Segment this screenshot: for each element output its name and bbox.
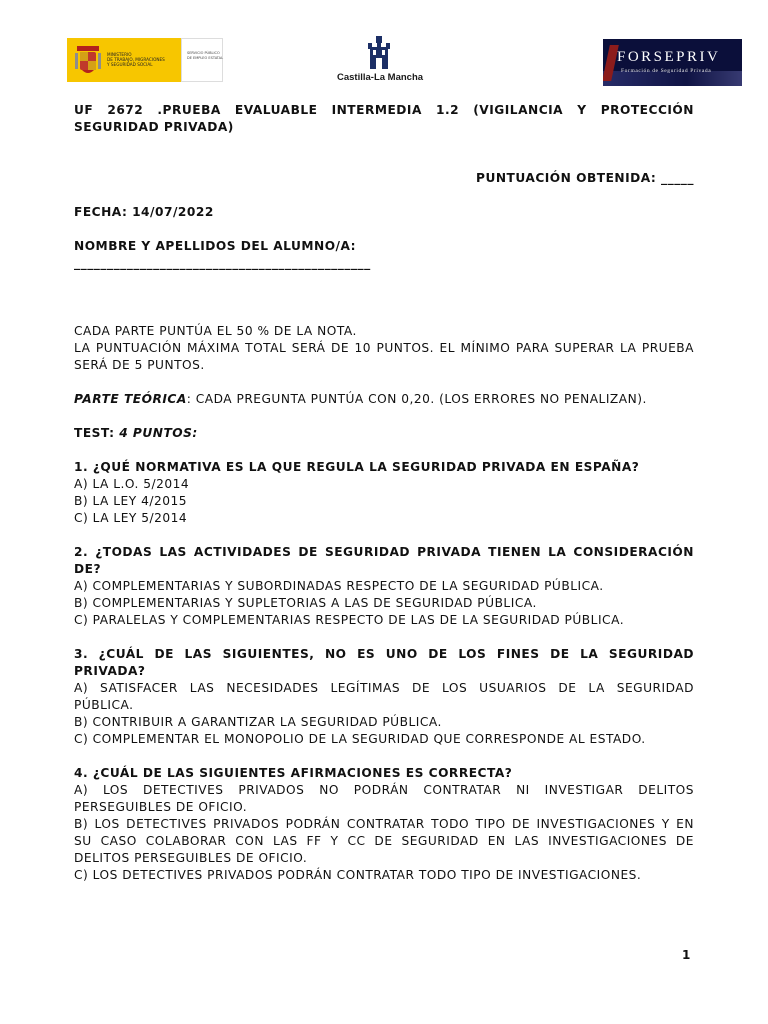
question-text: 4. ¿CUÁL DE LAS SIGUIENTES AFIRMACIONES ES CORRECTA? [74, 766, 513, 780]
castle-icon [337, 34, 421, 72]
theory-label: PARTE TEÓRICA [74, 392, 187, 406]
answer-option: B) CONTRIBUIR A GARANTIZAR LA SEGURIDAD PÚBLICA. [74, 715, 442, 729]
ministry-text-line: MINISTERIO [107, 52, 132, 57]
document-body [74, 101, 694, 884]
logo-title: FORSEPRIV [617, 49, 721, 65]
coat-of-arms-icon [73, 43, 103, 77]
answer-option: A) SATISFACER LAS NECESIDADES LEGÍTIMAS DE LOS USUARIOS DE LA SEGURIDAD [74, 681, 694, 695]
answer-option: B) COMPLEMENTARIAS Y SUPLETORIAS A LAS DE SEGURIDAD PÚBLICA. [74, 596, 537, 610]
question-block [74, 459, 694, 527]
ministry-text-line: DE TRABAJO, MIGRACIONES [107, 57, 165, 62]
question-list [74, 459, 694, 884]
score-field: PUNTUACIÓN OBTENIDA: _____ [476, 171, 694, 185]
theory-section [74, 391, 694, 408]
sepe-text-line: DE EMPLEO ESTATAL [187, 55, 224, 60]
answer-option: A) LOS DETECTIVES PRIVADOS NO PODRÁN CONTRATAR NI INVESTIGAR DELITOS [74, 783, 694, 797]
answer-option: B) LOS DETECTIVES PRIVADOS PODRÁN CONTRATAR TODO TIPO DE INVESTIGACIONES Y EN [74, 817, 694, 831]
question-text: DE? [74, 562, 102, 576]
question-block [74, 646, 694, 748]
theory-text: : CADA PREGUNTA PUNTÚA CON 0,20. (LOS ERRORES NO PENALIZAN). [186, 392, 647, 406]
intro-scoring: LA PUNTUACIÓN MÁXIMA TOTAL SERÁ DE 10 PUNTOS. EL MÍNIMO PARA SUPERAR LA PRUEBA [74, 341, 694, 355]
test-section [74, 425, 694, 442]
ministry-text-line: Y SEGURIDAD SOCIAL [107, 62, 153, 67]
answer-option: PERSEGUIBLES DE OFICIO. [74, 800, 248, 814]
page-number: 1 [682, 948, 691, 962]
answer-option: DELITOS PERSEGUIBLES DE OFICIO. [74, 851, 308, 865]
intro-weighting: CADA PARTE PUNTÚA EL 50 % DE LA NOTA. [74, 324, 357, 338]
test-label: TEST: [74, 426, 120, 440]
student-name-label: NOMBRE Y APELLIDOS DEL ALUMNO/A: [74, 239, 357, 253]
question-text: 2. ¿TODAS LAS ACTIVIDADES DE SEGURIDAD PRIVADA TIENEN LA CONSIDERACIÓN [74, 545, 694, 559]
question-text: PRIVADA? [74, 664, 146, 678]
question-block [74, 544, 694, 629]
intro-scoring-cont: SERÁ DE 5 PUNTOS. [74, 358, 205, 372]
answer-option: A) LA L.O. 5/2014 [74, 477, 190, 491]
answer-option: SU CASO COLABORAR CON LAS FF Y CC DE SEGURIDAD EN LAS INVESTIGACIONES DE [74, 834, 694, 848]
document-title: UF 2672 .PRUEBA EVALUABLE INTERMEDIA 1.2 (VIGILANCIA Y PROTECCIÓN [74, 103, 694, 117]
sepe-text [187, 51, 223, 60]
logo-subtitle: Formación de Seguridad Privada [621, 68, 712, 74]
answer-option: PÚBLICA. [74, 698, 134, 712]
ministry-logo [67, 38, 223, 82]
answer-option: C) COMPLEMENTAR EL MONOPOLIO DE LA SEGURIDAD QUE CORRESPONDE AL ESTADO. [74, 732, 646, 746]
question-block [74, 765, 694, 884]
page-header [0, 0, 768, 100]
sepe-text-line: SERVICIO PÚBLICO [187, 51, 220, 55]
answer-option: C) LA LEY 5/2014 [74, 511, 188, 525]
answer-option: A) COMPLEMENTARIAS Y SUBORDINADAS RESPECTO DE LA SEGURIDAD PÚBLICA. [74, 579, 604, 593]
castilla-la-mancha-logo [337, 34, 424, 86]
ministry-text [107, 52, 179, 67]
document-title-cont: SEGURIDAD PRIVADA) [74, 120, 234, 134]
answer-option: B) LA LEY 4/2015 [74, 494, 187, 508]
answer-option: C) LOS DETECTIVES PRIVADOS PODRÁN CONTRATAR TODO TIPO DE INVESTIGACIONES. [74, 868, 642, 882]
region-name: Castilla-La Mancha [337, 72, 424, 83]
answer-option: C) PARALELAS Y COMPLEMENTARIAS RESPECTO DE LAS DE LA SEGURIDAD PÚBLICA. [74, 613, 625, 627]
question-text: 3. ¿CUÁL DE LAS SIGUIENTES, NO ES UNO DE LOS FINES DE LA SEGURIDAD [74, 647, 694, 661]
date-field: FECHA: 14/07/2022 [74, 205, 214, 219]
question-text: 1. ¿QUÉ NORMATIVA ES LA QUE REGULA LA SEGURIDAD PRIVADA EN ESPAÑA? [74, 460, 640, 474]
forsepriv-logo [603, 39, 742, 86]
test-points: 4 PUNTOS: [119, 426, 198, 440]
student-name-line: _____________________________________________ [74, 256, 371, 270]
